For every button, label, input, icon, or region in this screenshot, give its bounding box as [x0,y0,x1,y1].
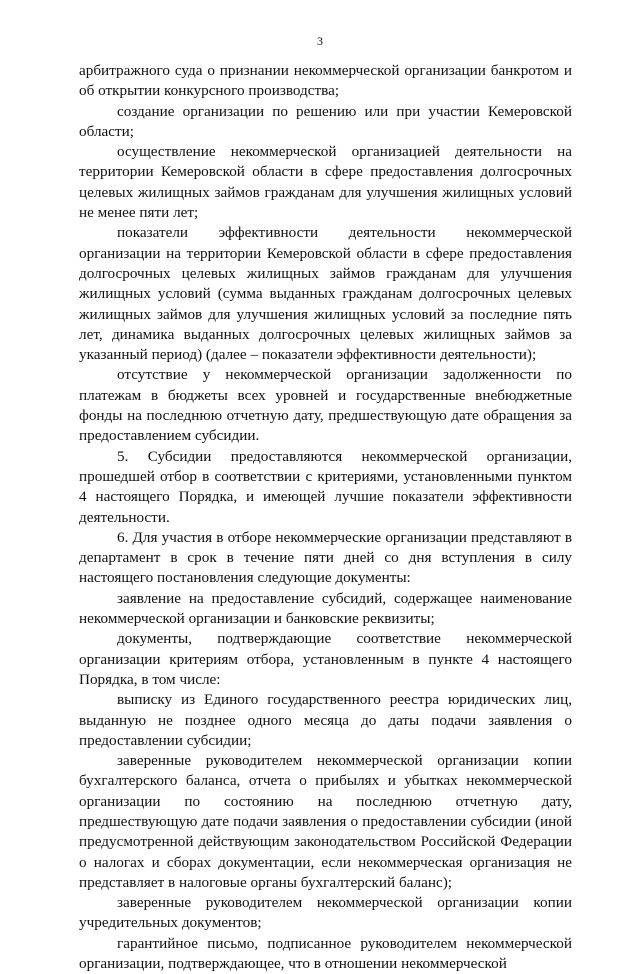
paragraph: заверенные руководителем некоммерческой организации копии учредительных документов; [79,894,572,932]
paragraph: документы, подтверждающие соответствие некоммерческой организации критериям отбора, установленным в пункте 4 настоящего Порядка, в том числе: [79,630,572,688]
paragraph: создание организации по решению или при участии Кемеровской области; [79,102,572,140]
page-number: 3 [317,34,323,48]
paragraph: выписку из Единого государственного реестра юридических лиц, выданную не позднее одного месяца до даты подачи заявления о предоставлении субсидии; [79,691,572,749]
paragraph: гарантийное письмо, подписанное руководителем некоммерческой организации, подтверждающее, что в отношении некоммерческой [79,934,572,973]
paragraph: показатели эффективности деятельности некоммерческой организации на территории Кемеровской области в сфере предоставления долгосрочных целевых жилищных займов гражданам для улучшения жилищных условий (сумма выданных гражданам долгосрочных целевых жилищных займов для улучшения жилищных условий за последние пять лет, динамика выданных долгосрочных целевых жилищных займов за указанный период) (далее – показатели эффективности деятельности); [79,224,572,364]
paragraph: заверенные руководителем некоммерческой организации копии бухгалтерского баланса, отчета о прибылях и убытках некоммерческой организации по состоянию на последнюю отчетную дату, предшествующую дате подачи заявления о предоставлении субсидии (иной предусмотренной действующим законодательством Российской Федерации о налогах и сборах документации, если некоммерческая организация не представляет в налоговые органы бухгалтерский баланс); [79,752,572,891]
paragraph-item-5: 5. Субсидии предоставляются некоммерческой организации, прошедшей отбор в соответствии с критериями, установленными пунктом 4 настоящего Порядка, и имеющей лучшие показатели эффективности деятельности. [79,447,572,526]
paragraph: заявление на предоставление субсидий, содержащее наименование некоммерческой организации и банковские реквизиты; [79,589,572,628]
paragraph: осуществление некоммерческой организацией деятельности на территории Кемеровской области в сфере предоставления долгосрочных целевых жилищных займов гражданам для улучшения жилищных условий не менее пяти лет; [79,143,572,222]
paragraph-item-6: 6. Для участия в отборе некоммерческие организации представляют в департамент в срок в течение пяти дней со дня вступления в силу настоящего постановления следующие документы: [79,528,572,587]
paragraph: отсутствие у некоммерческой организации задолженности по платежам в бюджеты всех уровней и государственные внебюджетные фонды на последнюю отчетную дату, предшествующую дате обращения за предоставлением субсидии. [79,366,572,445]
document-body [79,61,572,974]
paragraph-continuation: арбитражного суда о признании некоммерческой организации банкротом и об открытии конкурсного производства; [79,62,572,100]
